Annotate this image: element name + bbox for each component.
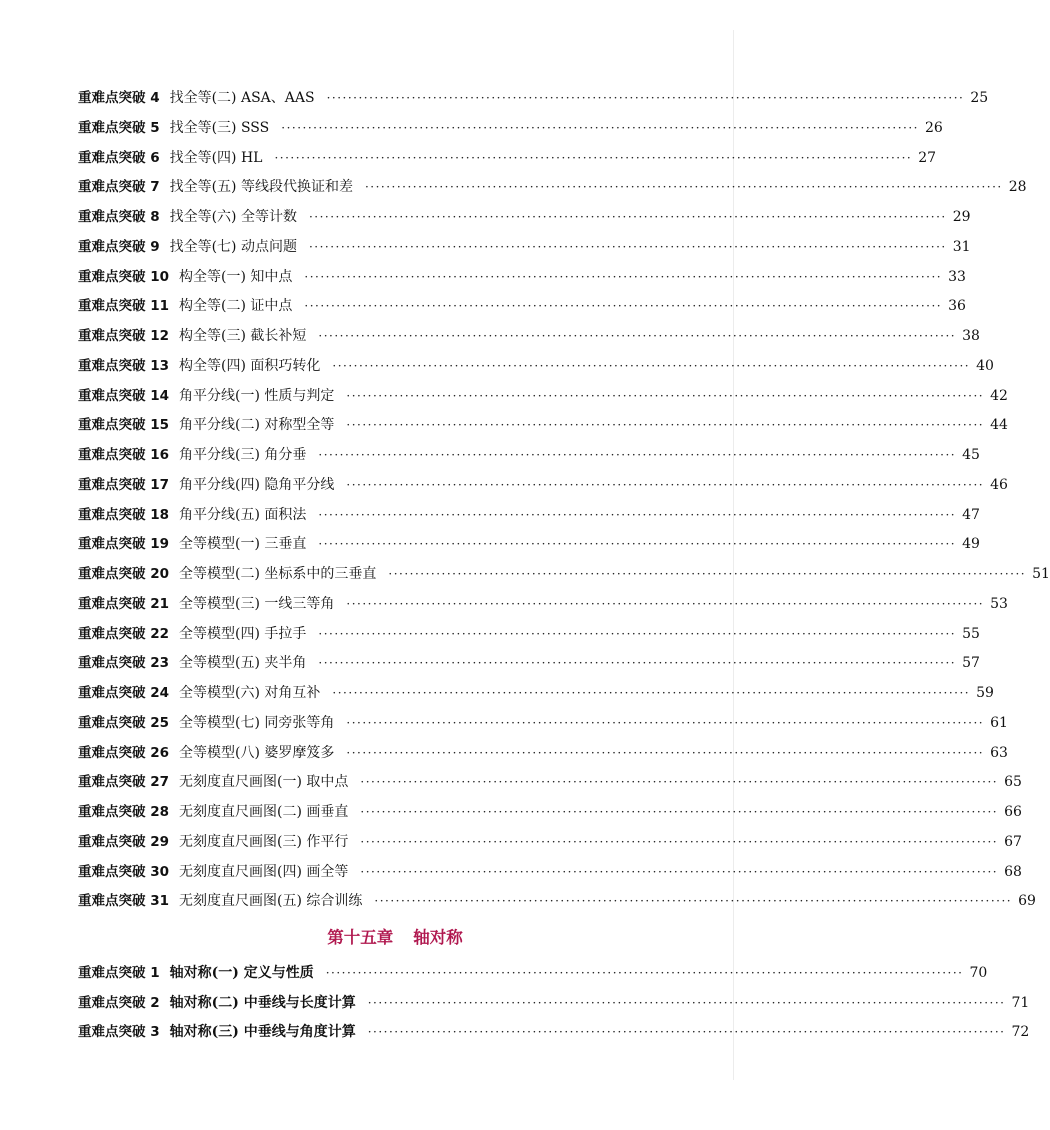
toc-entry-title: 找全等(六) 全等计数 [169, 209, 297, 225]
toc-leader-dots: ························································································································ [318, 448, 957, 462]
toc-entry-title: 全等模型(三) 一线三等角 [179, 595, 335, 612]
toc-entry-title: 找全等(五) 等线段代换证和差 [169, 179, 353, 196]
toc-entry-page: 44 [990, 417, 1008, 434]
toc-entry[interactable] [78, 382, 1008, 412]
toc-entry[interactable] [78, 887, 1036, 917]
toc-leader-dots: ························································································································ [346, 745, 985, 760]
toc-entry-page: 61 [990, 714, 1008, 731]
toc-entry-page: 55 [962, 625, 980, 642]
toc-entry-number: 重难点突破 14 [78, 387, 169, 404]
toc-entry-page: 70 [969, 965, 988, 981]
toc-entry-number: 重难点突破 30 [78, 863, 169, 880]
toc-entry[interactable] [78, 739, 1008, 769]
toc-entry-number: 重难点突破 2 [78, 994, 160, 1011]
toc-leader-dots: ························································································································ [367, 995, 1006, 1010]
toc-leader-dots: ························································································································ [346, 477, 985, 492]
toc-entry[interactable] [78, 989, 1030, 1019]
toc-entry-number: 重难点突破 4 [78, 90, 160, 106]
toc-leader-dots: ························································································································ [326, 91, 965, 105]
toc-entry-number: 重难点突破 7 [78, 179, 160, 196]
toc-entry-number: 重难点突破 17 [78, 476, 169, 493]
toc-leader-dots: ························································································································ [274, 150, 913, 165]
toc-entry-number: 重难点突破 22 [78, 625, 169, 642]
toc-entry-title: 全等模型(七) 同旁张等角 [179, 714, 335, 731]
toc-entry-title: 角平分线(二) 对称型全等 [179, 417, 335, 434]
toc-entry-page: 69 [1018, 893, 1036, 910]
toc-entry-number: 重难点突破 26 [78, 744, 169, 761]
toc-leader-dots: ························································································································ [318, 626, 957, 641]
toc-entry[interactable] [78, 471, 1008, 501]
toc-entry-page: 33 [948, 268, 966, 285]
toc-entry-title: 全等模型(四) 手拉手 [179, 625, 307, 642]
toc-entry-number: 重难点突破 18 [78, 506, 169, 523]
toc-entry-page: 46 [990, 476, 1008, 493]
toc-entry-number: 重难点突破 9 [78, 238, 160, 255]
toc-leader-dots: ························································································································ [388, 567, 1027, 581]
chapter-heading [78, 919, 712, 957]
toc-entry-number: 重难点突破 24 [78, 685, 169, 701]
toc-entry[interactable] [78, 411, 1008, 441]
toc-entry-page: 51 [1032, 566, 1050, 582]
toc-leader-dots: ························································································································ [318, 507, 957, 522]
toc-leader-dots: ························································································································ [346, 388, 985, 403]
toc-entry[interactable] [78, 1018, 1030, 1048]
toc-entry-page: 25 [970, 90, 989, 106]
toc-entry[interactable] [78, 144, 937, 174]
toc-entry-title: 构全等(一) 知中点 [179, 268, 293, 285]
toc-entry-title: 全等模型(五) 夹半角 [179, 655, 307, 672]
toc-entry-number: 重难点突破 27 [78, 774, 169, 791]
toc-leader-dots: ························································································································ [367, 1025, 1006, 1039]
toc-entry-number: 重难点突破 1 [78, 965, 160, 981]
toc-leader-dots: ························································································································ [374, 894, 1013, 909]
toc-entry[interactable] [78, 263, 966, 293]
toc-entry[interactable] [78, 560, 1050, 590]
table-of-contents [78, 84, 1050, 1048]
toc-entry-number: 重难点突破 21 [78, 595, 169, 612]
toc-entry-page: 71 [1011, 994, 1030, 1011]
toc-entry-number: 重难点突破 23 [78, 655, 169, 672]
toc-entry[interactable] [78, 768, 1022, 798]
toc-entry-number: 重难点突破 25 [78, 714, 169, 731]
toc-entry-number: 重难点突破 29 [78, 833, 169, 850]
toc-entry[interactable] [78, 590, 1008, 620]
toc-entry[interactable] [78, 709, 1008, 739]
toc-leader-dots: ························································································································ [360, 834, 999, 849]
toc-entry-title: 找全等(三) SSS [169, 119, 270, 136]
toc-entry-title: 角平分线(三) 角分垂 [179, 447, 307, 463]
toc-entry-number: 重难点突破 31 [78, 893, 169, 910]
toc-entry-title: 找全等(七) 动点问题 [169, 238, 297, 255]
toc-entry[interactable] [78, 203, 971, 233]
toc-entry-number: 重难点突破 8 [78, 209, 160, 225]
toc-entry-title: 轴对称(二) 中垂线与长度计算 [169, 994, 356, 1011]
toc-entry-number: 重难点突破 28 [78, 804, 169, 820]
toc-entry[interactable] [78, 114, 943, 144]
toc-entry-page: 38 [962, 328, 980, 344]
toc-section-b [78, 959, 1030, 1048]
toc-entry[interactable] [78, 828, 1022, 858]
toc-entry-number: 重难点突破 13 [78, 357, 169, 374]
toc-leader-dots: ························································································································ [332, 686, 971, 700]
toc-entry-title: 轴对称(三) 中垂线与角度计算 [169, 1024, 356, 1040]
toc-entry[interactable] [78, 173, 1027, 203]
toc-entry-title: 全等模型(八) 婆罗摩笈多 [179, 744, 335, 761]
toc-entry-number: 重难点突破 3 [78, 1024, 160, 1040]
toc-entry[interactable] [78, 352, 994, 382]
toc-entry-title: 无刻度直尺画图(三) 作平行 [179, 833, 349, 850]
toc-entry-page: 57 [962, 655, 980, 672]
toc-entry-page: 67 [1004, 833, 1022, 850]
toc-entry-title: 全等模型(一) 三垂直 [179, 536, 307, 553]
toc-entry-title: 角平分线(一) 性质与判定 [179, 387, 335, 404]
toc-entry-page: 66 [1004, 804, 1022, 820]
toc-entry-page: 26 [924, 119, 943, 136]
toc-entry-number: 重难点突破 10 [78, 268, 169, 285]
toc-entry[interactable] [78, 798, 1022, 828]
toc-entry-number: 重难点突破 11 [78, 298, 169, 315]
toc-entry[interactable] [78, 858, 1022, 888]
toc-entry-page: 72 [1011, 1024, 1030, 1040]
toc-entry-title: 找全等(二) ASA、AAS [169, 90, 315, 106]
toc-entry[interactable] [78, 292, 966, 322]
toc-entry-title: 构全等(三) 截长补短 [179, 328, 307, 344]
toc-entry[interactable] [78, 959, 988, 989]
toc-entry[interactable] [78, 620, 980, 650]
toc-entry-number: 重难点突破 15 [78, 417, 169, 434]
toc-entry-page: 53 [990, 595, 1008, 612]
toc-leader-dots: ························································································································ [308, 210, 947, 224]
toc-entry-page: 27 [918, 149, 937, 166]
toc-leader-dots: ························································································································ [346, 418, 985, 433]
toc-entry-page: 63 [990, 744, 1008, 761]
toc-entry-page: 29 [952, 209, 971, 225]
toc-leader-dots: ························································································································ [304, 269, 943, 284]
toc-leader-dots: ························································································································ [364, 180, 1003, 195]
toc-entry-title: 构全等(四) 面积巧转化 [179, 357, 321, 374]
chapter-name: 轴对称 [413, 928, 463, 947]
toc-leader-dots: ························································································································ [332, 358, 971, 373]
toc-entry-title: 无刻度直尺画图(二) 画垂直 [179, 804, 349, 820]
toc-entry[interactable] [78, 84, 989, 114]
toc-leader-dots: ························································································································ [360, 775, 999, 790]
toc-leader-dots: ························································································································ [346, 715, 985, 730]
toc-entry[interactable] [78, 322, 980, 352]
toc-entry-title: 找全等(四) HL [169, 149, 263, 166]
toc-entry-title: 构全等(二) 证中点 [179, 298, 293, 315]
toc-leader-dots: ························································································································ [346, 596, 985, 611]
toc-entry-number: 重难点突破 16 [78, 447, 169, 463]
toc-leader-dots: ························································································································ [304, 299, 943, 314]
toc-entry[interactable] [78, 530, 980, 560]
toc-entry[interactable] [78, 501, 980, 531]
toc-entry-title: 轴对称(一) 定义与性质 [169, 965, 314, 981]
toc-entry-page: 65 [1004, 774, 1022, 791]
toc-entry-title: 全等模型(二) 坐标系中的三垂直 [179, 566, 377, 582]
toc-entry-number: 重难点突破 6 [78, 149, 160, 166]
toc-leader-dots: ························································································································ [308, 239, 947, 254]
toc-entry-title: 无刻度直尺画图(一) 取中点 [179, 774, 349, 791]
toc-entry[interactable] [78, 649, 980, 679]
toc-entry-page: 47 [962, 506, 980, 523]
toc-entry-page: 45 [962, 447, 980, 463]
toc-entry-title: 角平分线(五) 面积法 [179, 506, 307, 523]
toc-entry[interactable] [78, 441, 980, 471]
toc-leader-dots: ························································································································ [318, 656, 957, 671]
toc-leader-dots: ························································································································ [318, 329, 957, 343]
toc-entry-title: 无刻度直尺画图(五) 综合训练 [179, 893, 363, 910]
toc-leader-dots: ························································································································ [360, 864, 999, 879]
toc-entry-number: 重难点突破 12 [78, 328, 169, 344]
toc-entry-title: 全等模型(六) 对角互补 [179, 685, 321, 701]
toc-entry[interactable] [78, 233, 971, 263]
toc-entry-number: 重难点突破 19 [78, 536, 169, 553]
toc-entry-page: 59 [976, 685, 994, 701]
toc-entry-number: 重难点突破 5 [78, 119, 160, 136]
toc-entry-title: 无刻度直尺画图(四) 画全等 [179, 863, 349, 880]
toc-leader-dots: ························································································································ [325, 966, 964, 980]
toc-entry-page: 36 [948, 298, 966, 315]
toc-entry-page: 31 [952, 238, 971, 255]
toc-entry-page: 49 [962, 536, 980, 553]
toc-entry-page: 40 [976, 357, 994, 374]
toc-entry-number: 重难点突破 20 [78, 566, 169, 582]
toc-entry-title: 角平分线(四) 隐角平分线 [179, 476, 335, 493]
chapter-number: 第十五章 [327, 928, 394, 947]
toc-entry-page: 42 [990, 387, 1008, 404]
toc-leader-dots: ························································································································ [318, 537, 957, 552]
toc-entry[interactable] [78, 679, 994, 709]
toc-section-a [78, 84, 1050, 917]
toc-leader-dots: ························································································································ [360, 805, 999, 819]
toc-entry-page: 28 [1008, 179, 1027, 196]
toc-entry-page: 68 [1004, 863, 1022, 880]
toc-leader-dots: ························································································································ [281, 120, 919, 135]
